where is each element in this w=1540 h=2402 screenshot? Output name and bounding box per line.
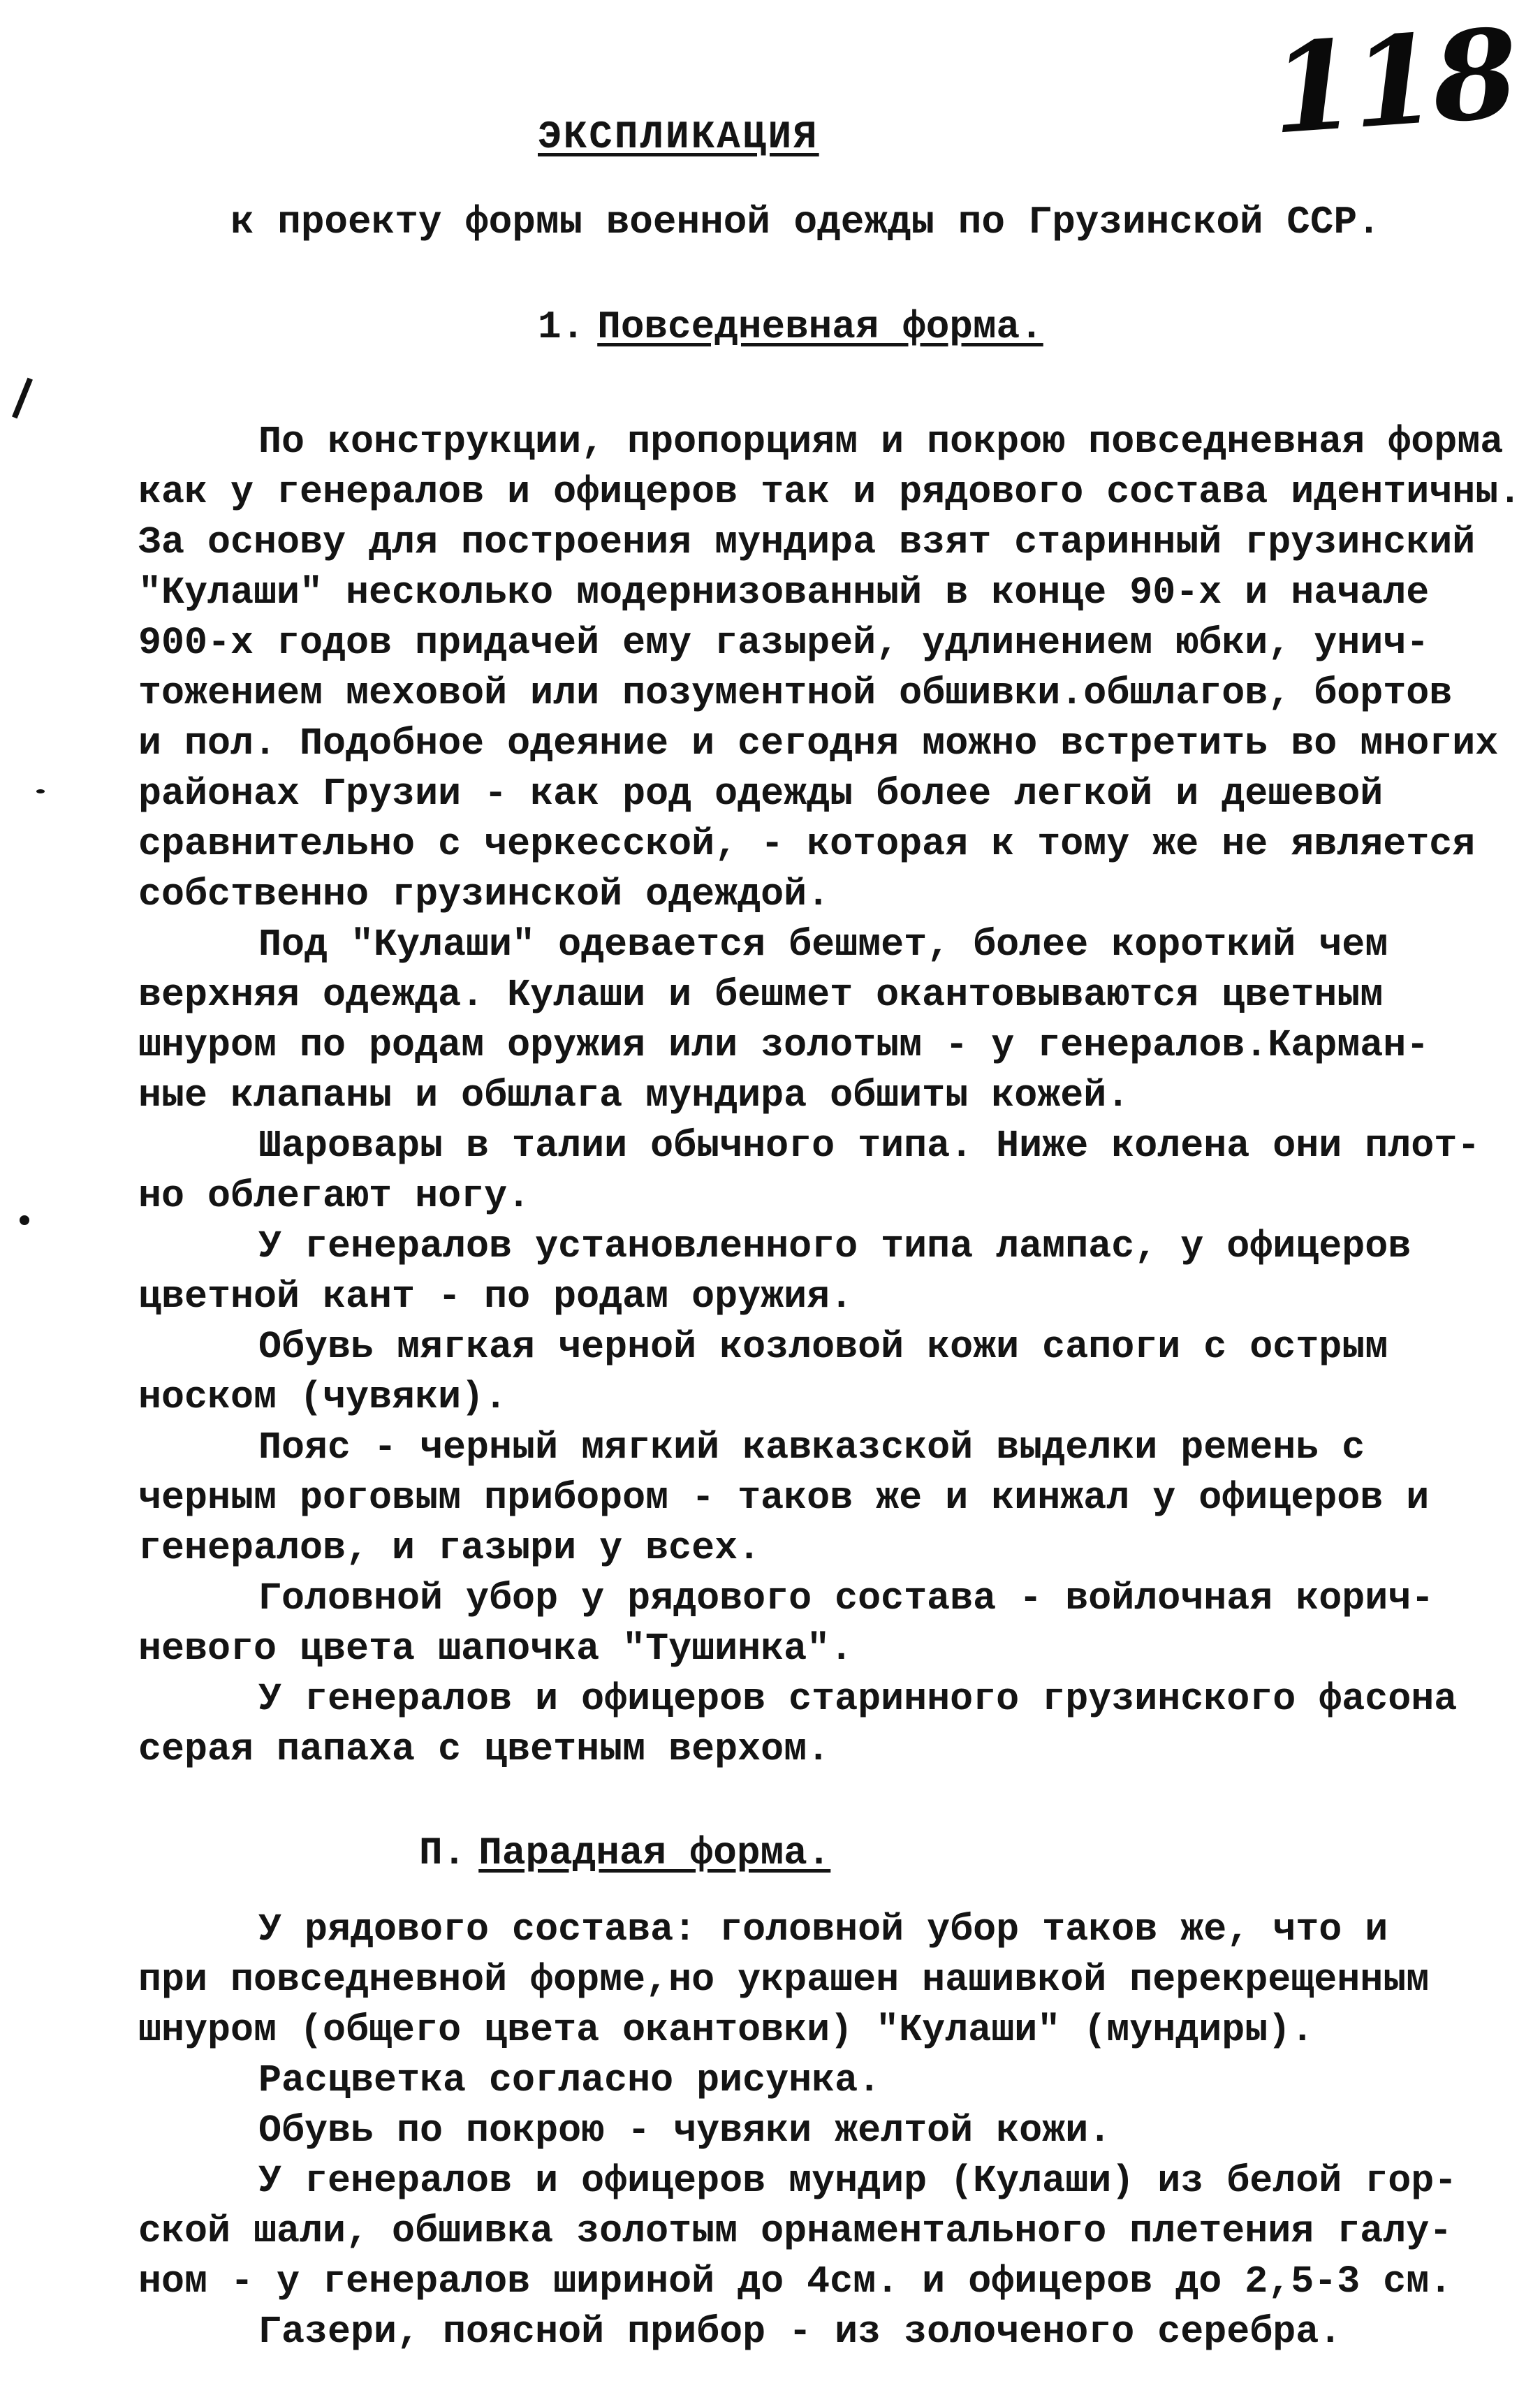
text-line: невого цвета шапочка "Тушинка".	[138, 1627, 853, 1671]
text-line: За основу для построения мундира взят старинный грузинский	[138, 520, 1476, 564]
text-line: но облегают ногу.	[138, 1174, 531, 1218]
text-line: Головной убор у рядового состава - войлочная корич-	[258, 1576, 1435, 1620]
text-line: тожением меховой или позументной обшивки.обшлагов, бортов	[138, 671, 1453, 715]
section-heading	[538, 305, 1043, 349]
document-subtitle: к проекту формы военной одежды по Грузинской ССР.	[230, 200, 1381, 244]
text-line: 900-х годов придачей ему газырей, удлинением юбки, унич-	[138, 621, 1430, 665]
text-line: ные клапаны и обшлага мундира обшиты кожей.	[138, 1074, 1130, 1118]
text-line: По конструкции, пропорциям и покрою повседневная форма	[258, 420, 1504, 464]
text-line: У рядового состава: головной убор таков же, что и	[258, 1907, 1388, 1951]
text-line: Обувь по покрою - чувяки желтой кожи.	[258, 2109, 1112, 2153]
text-line: Газери, поясной прибор - из золоченого серебра.	[258, 2310, 1342, 2354]
text-line: шнуром по родам оружия или золотым - у генералов.Карман-	[138, 1023, 1430, 1067]
text-line: как у генералов и офицеров так и рядового состава идентичны.	[138, 470, 1522, 514]
margin-slash-mark	[12, 378, 33, 419]
text-line: серая папаха с цветным верхом.	[138, 1727, 830, 1771]
handwritten-page-number: 118	[1266, 2, 1519, 162]
text-line: носком (чувяки).	[138, 1375, 508, 1419]
text-line: и пол. Подобное одеяние и сегодня можно встретить во многих	[138, 722, 1499, 766]
section-number: 1.	[538, 305, 585, 349]
text-line: ном - у генералов шириной до 4см. и офицеров до 2,5-3 см.	[138, 2260, 1453, 2304]
text-line: Под "Кулаши" одевается бешмет, более короткий чем	[258, 923, 1388, 967]
text-line: районах Грузии - как род одежды более легкой и дешевой	[138, 772, 1384, 816]
margin-dot-mark	[36, 789, 45, 793]
text-line: шнуром (общего цвета окантовки) "Кулаши" (мундиры).	[138, 2008, 1314, 2052]
document-title: ЭКСПЛИКАЦИЯ	[538, 115, 819, 159]
text-line: "Кулаши" несколько модернизованный в конце 90-х и начале	[138, 571, 1430, 615]
text-line: У генералов и офицеров мундир (Кулаши) из белой гор-	[258, 2159, 1458, 2203]
text-line: Шаровары в талии обычного типа. Ниже колена они плот-	[258, 1124, 1481, 1168]
text-line: верхняя одежда. Кулаши и бешмет окантовываются цветным	[138, 973, 1384, 1017]
text-line: Пояс - черный мягкий кавказской выделки ремень с	[258, 1426, 1365, 1470]
text-line: ской шали, обшивка золотым орнаментального плетения галу-	[138, 2209, 1453, 2253]
section-title: Парадная форма.	[478, 1831, 831, 1875]
text-line: при повседневной форме,но украшен нашивкой перекрещенным	[138, 1958, 1430, 2002]
section-number: П.	[419, 1831, 467, 1875]
text-line: цветной кант - по родам оружия.	[138, 1275, 853, 1319]
text-line: У генералов установленного типа лампас, у офицеров	[258, 1224, 1411, 1268]
text-line: У генералов и офицеров старинного грузинского фасона	[258, 1677, 1458, 1721]
text-line: сравнительно с черкесской, - которая к тому же не является	[138, 822, 1476, 866]
text-line: черным роговым прибором - таков же и кинжал у офицеров и	[138, 1476, 1430, 1520]
section-title: Повседневная форма.	[597, 305, 1043, 349]
text-line: Расцветка согласно рисунка.	[258, 2058, 881, 2102]
section-heading	[419, 1833, 830, 1873]
margin-dot-mark	[20, 1215, 29, 1225]
text-line: Обувь мягкая черной козловой кожи сапоги с острым	[258, 1325, 1388, 1369]
text-line: собственно грузинской одеждой.	[138, 872, 830, 916]
text-line: генералов, и газыри у всех.	[138, 1526, 761, 1570]
